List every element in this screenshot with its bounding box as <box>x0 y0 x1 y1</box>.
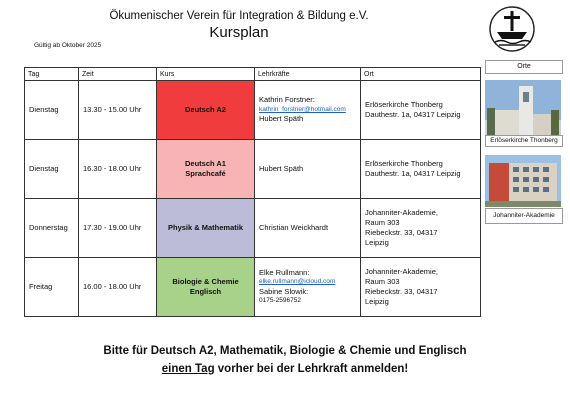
teacher-email-link[interactable]: kathrin_forstner@hotmail.com <box>259 105 346 113</box>
time-cell: 13.30 - 15.00 Uhr <box>79 81 157 140</box>
page-title: Kursplan <box>209 24 269 41</box>
course-name: Englisch <box>189 287 222 296</box>
time-cell: 17.30 - 19.00 Uhr <box>79 199 157 258</box>
course-schedule-table <box>24 67 481 317</box>
place-line: Johanniter-Akademie, <box>365 207 438 217</box>
col-header-place: Ort <box>361 68 481 81</box>
teacher-phone: 0175-2596752 <box>259 297 301 305</box>
place-cell <box>361 258 481 317</box>
teachers-cell <box>255 81 361 140</box>
teacher-name: Elke Rullmann: <box>259 268 310 278</box>
organization-name: Ökumenischer Verein für Integration & Bildung e.V. <box>109 10 369 22</box>
registration-note-emphasis: einen Tag <box>161 363 215 375</box>
day-cell: Dienstag <box>25 81 79 140</box>
table-row <box>25 140 481 199</box>
time-cell: 16.00 - 18.00 Uhr <box>79 258 157 317</box>
course-name: Deutsch A2 <box>185 104 226 114</box>
time-cell: 16.30 - 18.00 Uhr <box>79 140 157 199</box>
place-line: Leipzig <box>365 297 389 307</box>
col-header-time: Zeit <box>79 68 157 81</box>
teachers-cell <box>255 140 361 199</box>
place-line: Erlöserkirche Thonberg <box>365 99 443 109</box>
johanniter-akademie-caption: Johanniter-Akademie <box>485 208 563 224</box>
place-line: Dauthestr. 1a, 04317 Leipzig <box>365 110 461 119</box>
table-row <box>25 258 481 317</box>
day-cell: Donnerstag <box>25 199 79 258</box>
place-line: Raum 303 <box>365 276 400 286</box>
col-header-teachers: Lehrkräfte <box>255 68 361 81</box>
col-header-day: Tag <box>25 68 79 81</box>
course-cell-deutsch-a1 <box>157 140 255 199</box>
course-name: Deutsch A1 <box>185 158 226 168</box>
course-name: Physik & Mathematik <box>167 222 244 232</box>
table-row <box>25 199 481 258</box>
teacher-name: Christian Weickhardt <box>259 222 329 232</box>
teacher-name: Sabine Slowik: <box>259 287 309 296</box>
church-ship-logo-icon <box>489 6 535 52</box>
place-line: Johanniter-Akademie, <box>365 266 438 276</box>
erloeserkirche-caption: Erlöserkirche Thonberg <box>485 135 563 147</box>
course-cell-deutsch-a2 <box>157 81 255 140</box>
table-header-row <box>25 68 481 81</box>
teachers-cell <box>255 199 361 258</box>
col-header-course: Kurs <box>157 68 255 81</box>
teachers-cell <box>255 258 361 317</box>
place-cell <box>361 199 481 258</box>
locations-heading: Orte <box>485 60 563 74</box>
place-line: Raum 303 <box>365 217 400 227</box>
place-cell <box>361 140 481 199</box>
teacher-name: Hubert Späth <box>259 163 304 173</box>
place-cell <box>361 81 481 140</box>
place-line: Erlöserkirche Thonberg <box>365 158 443 168</box>
table-row <box>25 81 481 140</box>
validity-note: Gültig ab Oktober 2025 <box>34 42 102 49</box>
teacher-email-link[interactable]: elke.rullmann@icloud.com <box>259 278 336 286</box>
registration-note-line1: Bitte für Deutsch A2, Mathematik, Biologie & Chemie und Englisch <box>103 345 467 357</box>
registration-note-rest: vorher bei der Lehrkraft anmelden! <box>214 363 409 375</box>
day-cell: Dienstag <box>25 140 79 199</box>
course-name: Sprachcafé <box>185 169 226 178</box>
teacher-name: Kathrin Forstner: <box>259 95 315 105</box>
place-line: Leipzig <box>365 238 389 248</box>
course-name: Biologie & Chemie <box>172 276 239 286</box>
course-cell-physik-mathematik <box>157 199 255 258</box>
johanniter-akademie-photo <box>485 155 561 207</box>
place-line: Riebeckstr. 33, 04317 <box>365 228 438 237</box>
place-line: Riebeckstr. 33, 04317 <box>365 287 438 296</box>
teacher-name: Hubert Späth <box>259 114 304 124</box>
day-cell: Freitag <box>25 258 79 317</box>
registration-note <box>0 342 570 378</box>
place-line: Dauthestr. 1a, 04317 Leipzig <box>365 169 461 178</box>
course-cell-biologie-englisch <box>157 258 255 317</box>
registration-note-line2 <box>0 360 570 378</box>
